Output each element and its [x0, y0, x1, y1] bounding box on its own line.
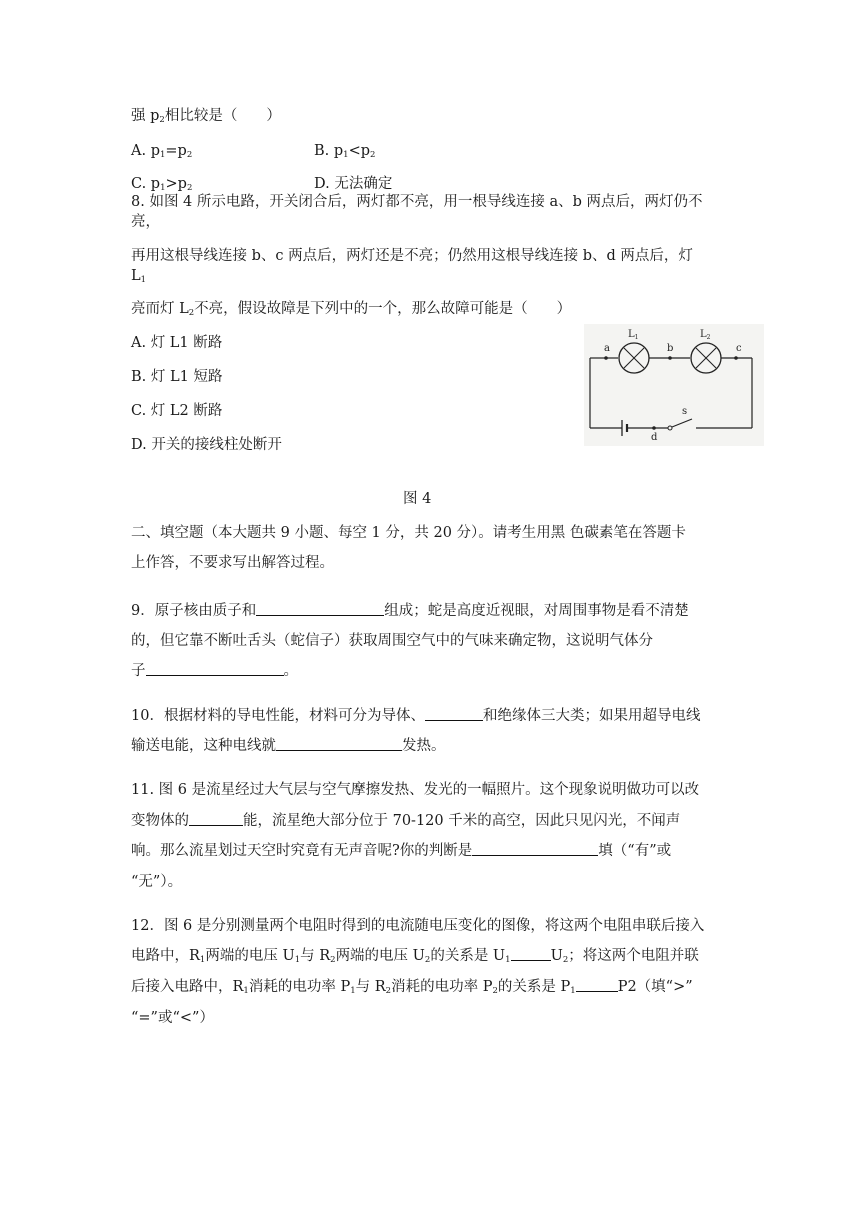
q9-line3: 子 。 [131, 663, 298, 679]
label-l2: $L_2$ [700, 329, 711, 341]
q8-stem-line4: $L_1$ [131, 268, 147, 285]
q11-blank-1[interactable] [189, 811, 243, 826]
q9-line1: 9．原子核由质子和 组成；蛇是高度近视眼，对周围事物是看不清楚 [131, 603, 689, 619]
q9-blank-2[interactable] [146, 661, 284, 676]
q12-blank-2[interactable] [576, 977, 618, 992]
q11-line2: 变物体的 能，流星绝大部分位于 70-120 千米的高空，因此只见闪光，不闻声 [131, 813, 681, 829]
q8-stem-line3: 再用这根导线连接 b、c 两点后，两灯还是不亮；仍然用这根导线连接 b、d 两点后，灯 [131, 248, 693, 264]
circuit-diagram [584, 324, 764, 446]
q7-option-c: C. $p_1>p_2$ [131, 176, 193, 193]
q8-stem-line5: 亮而灯 $L_2$不亮，假设故障是下列中的一个，那么故障可能是（ ） [131, 301, 572, 318]
section2-heading-line2: 上作答，不要求写出解答过程。 [131, 555, 334, 571]
figure-caption: 图 4 [403, 491, 432, 507]
q8-option-b: B. 灯 L1 短路 [131, 369, 223, 385]
q10-line2: 输送电能，这种电线就 发热。 [131, 738, 446, 754]
label-s: s [682, 406, 688, 417]
q8-option-a: A. 灯 L1 断路 [131, 335, 223, 351]
label-d: d [651, 432, 658, 443]
q10-line1: 10．根据材料的导电性能，材料可分为导体、 和绝缘体三大类；如果用超导电线 [131, 708, 701, 724]
q11-line3: 响。那么流星划过天空时究竟有无声音呢?你的判断是 填（“有”或 [131, 843, 672, 859]
q10-blank-1[interactable] [425, 706, 483, 721]
section2-heading-line1: 二、填空题（本大题共 9 小题、每空 1 分，共 20 分）。请考生用黑 色碳素笔在答题卡 [131, 525, 686, 541]
q12-line2: 电路中，$R_1$两端的电压 $U_1$与 $R_2$两端的电压 $U_2$的关系是 $U_1$ $U_2$；将这两个电阻并联 [131, 948, 699, 965]
q7-stem-tail: 强 $p_2$相比较是（ ） [131, 108, 281, 125]
q7-option-b: B. $p_1<p_2$ [314, 143, 376, 160]
q11-line4: “无”）。 [131, 874, 183, 890]
q8-stem-line2: 亮， [131, 214, 160, 230]
q12-line3: 后接入电路中，$R_1$消耗的电功率 $P_1$与 $R_2$消耗的电功率 $P_2$的关系是 $P_1$ P2（填“>” [131, 979, 693, 996]
q8-option-d: D. 开关的接线柱处断开 [131, 437, 282, 453]
q9-blank-1[interactable] [256, 601, 384, 616]
q10-blank-2[interactable] [276, 736, 402, 751]
q8-option-c: C. 灯 L2 断路 [131, 403, 223, 419]
label-l1: $L_1$ [628, 329, 639, 341]
q8-stem-line1: 8. 如图 4 所示电路，开关闭合后，两灯都不亮，用一根导线连接 a、b 两点后，两灯仍不 [131, 194, 703, 210]
q12-line1: 12．图 6 是分别测量两个电阻时得到的电流随电压变化的图像，将这两个电阻串联后接入 [131, 918, 705, 934]
label-a: a [604, 343, 610, 354]
q7-option-d: D. 无法确定 [314, 176, 393, 192]
label-c: c [736, 343, 742, 354]
label-b: b [667, 343, 674, 354]
q9-line2: 的，但它靠不断吐舌头（蛇信子）获取周围空气中的气味来确定物，这说明气体分 [131, 633, 653, 649]
q7-option-a: A. $p_1=p_2$ [131, 143, 193, 160]
q12-line4: “=”或“<”） [131, 1010, 214, 1026]
q11-blank-2[interactable] [472, 841, 598, 856]
q12-blank-1[interactable] [511, 946, 551, 961]
q11-line1: 11. 图 6 是流星经过大气层与空气摩擦发热、发光的一幅照片。这个现象说明做功可以改 [131, 782, 700, 798]
